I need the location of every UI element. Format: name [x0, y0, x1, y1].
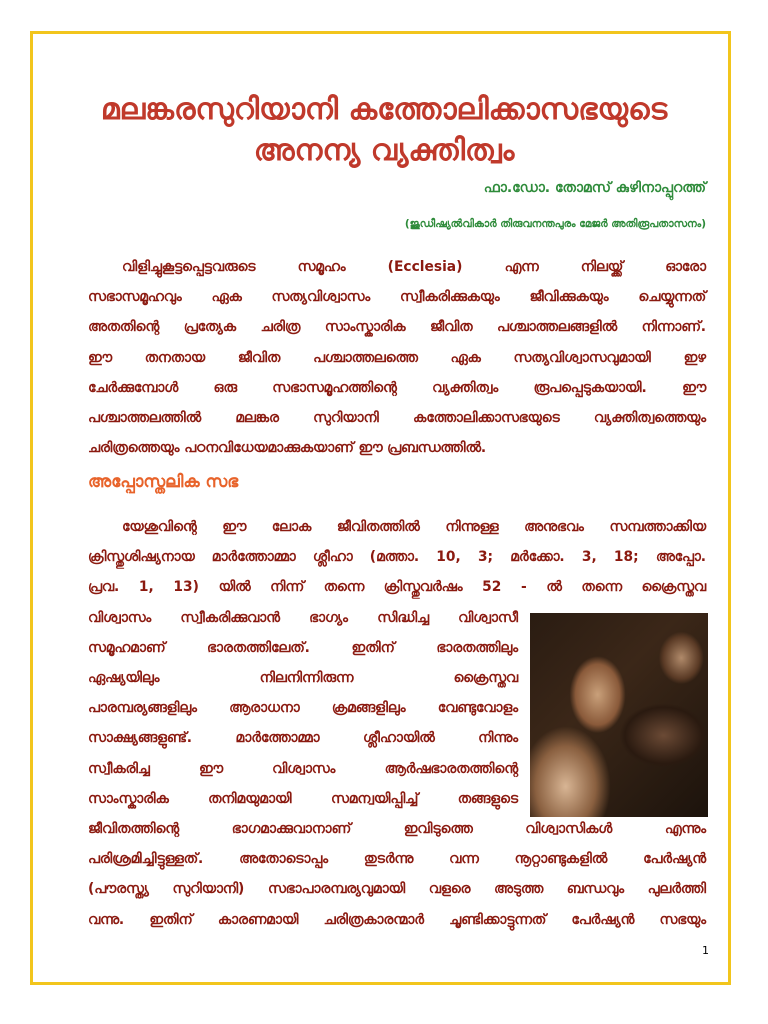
intro-line: അതതിന്റെ പ്രത്യേക ചരിത്ര സാംസ്കാരിക ജീവിത പശ്ചാത്തലങ്ങളിൽ നിന്നാണ്. — [88, 319, 706, 336]
page-number: 1 — [702, 944, 709, 957]
body-line: പ്രവ. 1, 13) യിൽ നിന്ന് തന്നെ ക്രിസ്തുവർഷം 52 - ൽ തന്നെ ക്രൈസ്തവ — [88, 579, 706, 596]
body-line: സാംസ്കാരിക തനിമയുമായി സമന്വയിപ്പിച്ച് തങ്ങളുടെ — [88, 790, 518, 807]
body-line: വിശ്വാസം സ്വീകരിക്കുവാൻ ഭാഗ്യം സിദ്ധിച്ച വിശ്വാസീ — [88, 609, 518, 626]
body-line: പാരമ്പര്യങ്ങളിലും ആരാധനാ ക്രമങ്ങളിലും വേണ്ടുവോളം — [88, 700, 518, 717]
painting-image — [530, 613, 708, 817]
body-line: വന്നു. ഇതിന് കാരണമായി ചരിത്രകാരന്മാർ ചൂണ്ടിക്കാട്ടുന്നത് പേർഷ്യൻ സഭയും — [88, 911, 706, 928]
body-line: യേശുവിന്റെ ഈ ലോക ജീവിതത്തിൽ നിന്നുള്ള അനുഭവം സമ്പത്താക്കിയ — [122, 519, 706, 535]
body-line: പരിശ്രമിച്ചിട്ടുള്ളത്. അതോടൊപ്പം തുടർന്നു വന്ന നൂറ്റാണ്ടുകളിൽ പേർഷ്യൻ — [88, 851, 706, 868]
body-line: ജീവിതത്തിന്റെ ഭാഗമാക്കുവാനാണ് ഇവിടുത്തെ വിശ്വാസികൾ എന്നും — [88, 821, 706, 838]
intro-line: സഭാസമൂഹവും ഏക സത്യവിശ്വാസം സ്വീകരിക്കുകയും ജീവിക്കുകയും ചെയ്യുന്നത് — [88, 289, 706, 306]
intro-line: പശ്ചാത്തലത്തിൽ മലങ്കര സുറിയാനി കത്തോലിക്കാസഭയുടെ വ്യക്തിത്വത്തെയും — [88, 410, 706, 427]
page-title-line-2: അനന്യ വ്യക്തിത്വം — [253, 133, 515, 168]
body-line: സമൂഹമാണ് ഭാരതത്തിലേത്. ഇതിന് ഭാരതത്തിലും — [88, 639, 518, 656]
section-heading: അപ്പോസ്തലിക സഭ — [88, 472, 239, 492]
intro-paragraph — [88, 252, 706, 463]
intro-line: ചരിത്രത്തെയും പഠനവിധേയമാക്കുകയാണ് ഈ പ്രബന്ധത്തിൽ. — [88, 440, 487, 457]
intro-line: ഈ തനതായ ജീവിത പശ്ചാത്തലത്തെ ഏക സത്യവിശ്വാസവുമായി ഇഴ — [88, 349, 706, 366]
body-line: സ്വീകരിച്ച ഈ വിശ്വാസം ആർഷഭാരതത്തിന്റെ — [88, 760, 518, 777]
intro-line: ചേർക്കുമ്പോൾ ഒരു സഭാസമൂഹത്തിന്റെ വ്യക്തിത്വം രൂപപ്പെടുകയായി. ഈ — [88, 379, 706, 396]
page-title-line-1: മലങ്കരസുറിയാനി കത്തോലിക്കാസഭയുടെ — [100, 92, 668, 127]
intro-line: വിളിച്ചുകൂട്ടപ്പെട്ടവരുടെ സമൂഹം (Ecclesia) എന്ന നിലയ്ക്ക് ഓരോ — [122, 259, 706, 275]
body-line: ഏഷ്യയിലും നിലനിന്നിരുന്ന ക്രൈസ്തവ — [88, 670, 518, 687]
body-line: സാക്ഷ്യങ്ങളുണ്ട്. മാർത്തോമ്മാ ശ്ലീഹായിൽ നിന്നും — [88, 730, 518, 747]
author-affiliation: (ജുഡീഷ്യൽവികാർ തിരുവനന്തപുരം മേജർ അതിരൂപതാസനം) — [404, 218, 706, 230]
author-name: ഫാ.ഡോ. തോമസ് കുഴിനാപ്പുറത്ത് — [483, 180, 706, 196]
body-line: (പൗരസ്ത്യ സുറിയാനി) സഭാപാരമ്പര്യവുമായി വളരെ അടുത്ത ബന്ധവും പുലർത്തി — [88, 881, 706, 898]
body-line: ക്രിസ്തുശിഷ്യനായ മാർത്തോമ്മാ ശ്ലീഹാ (മത്താ. 10, 3; മർക്കോ. 3, 18; അപ്പോ. — [88, 549, 706, 566]
